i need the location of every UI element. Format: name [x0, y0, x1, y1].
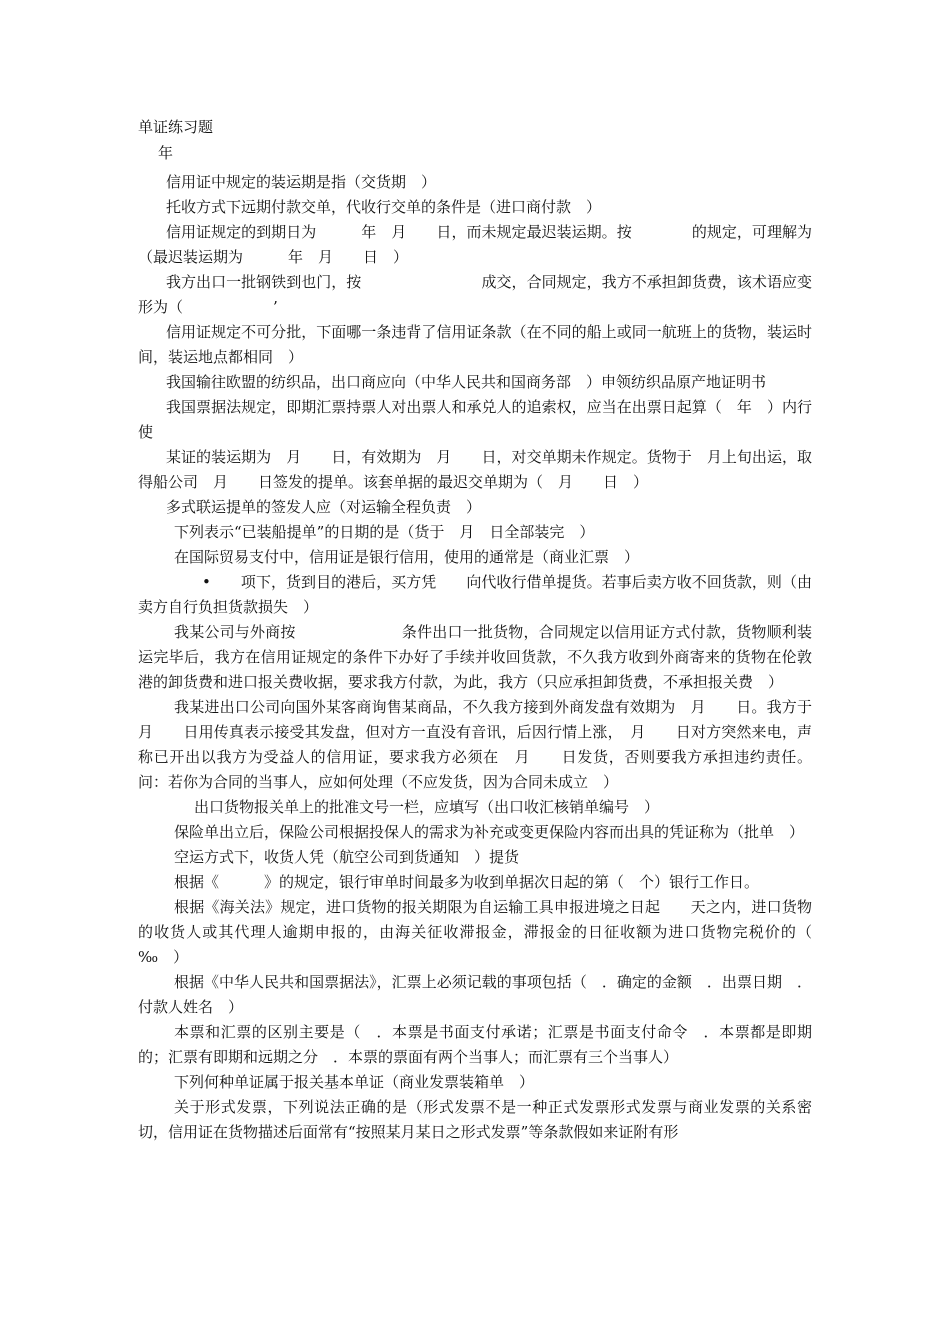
question-item: 根据《中华人民共和国票据法》，汇票上必须记载的事项包括（ ．确定的金额 ．出票日期 ．付款人姓名 ） — [138, 973, 812, 1016]
question-item: 保险单出立后，保险公司根据投保人的需求为补充或变更保险内容而出具的凭证称为（批单 ） — [174, 823, 805, 841]
question-item: 下列表示“已装船提单”的日期的是（货于 月 日全部装完 ） — [174, 523, 595, 541]
question-item: 某证的装运期为 月 日，有效期为 月 日，对交单期未作规定。货物于 月上旬出运，取得船公司 月 日签发的提单。该套单据的最迟交单期为（ 月 日 ） — [138, 448, 812, 491]
document-title: 单证练习题 — [138, 118, 214, 136]
question-item: 多式联运提单的签发人应（对运输全程负责 ） — [166, 498, 482, 516]
question-item: 我某进出口公司向国外某客商询售某商品，不久我方接到外商发盘有效期为 月 日。我方于 月 日用传真表示接受其发盘，但对方一直没有音讯，后因行情上涨， 月 日对方突然来电，声称已开出以我方为受益人的信用证，要求我方必须在 月 日发货，否则要我方承担违约责任。问：若你为合同的当事人，应如何处理（不应发货，因为合同未成立 ） — [138, 698, 828, 791]
question-item: 下列何种单证属于报关基本单证（商业发票装箱单 ） — [174, 1073, 535, 1091]
question-item: 本票和汇票的区别主要是（ ．本票是书面支付承诺；汇票是书面支付命令 ．本票都是即期的；汇票有即期和远期之分 ．本票的票面有两个当事人；而汇票有三个当事人） — [138, 1023, 812, 1066]
question-item: 我国票据法规定，即期汇票持票人对出票人和承兑人的追索权，应当在出票日起算（ 年 ）内行使 — [138, 398, 812, 441]
question-item: 根据《海关法》规定，进口货物的报关期限为自运输工具申报进境之日起 天之内，进口货物的收货人或其代理人逾期申报的，由海关征收滞报金，滞报金的日征收额为进口货物完税价的（ ‰ ） — [138, 898, 843, 966]
year-label: 年 — [158, 144, 174, 162]
question-item: 出口货物报关单上的批准文号一栏，应填写（出口收汇核销单编号 ） — [194, 798, 660, 816]
question-item: • 项下，货到目的港后，买方凭 向代收行借单提货。若事后卖方收不回货款，则（由卖方自行负担货款损失 ） — [138, 573, 812, 616]
question-item: 关于形式发票，下列说法正确的是（形式发票不是一种正式发票形式发票与商业发票的关系密切，信用证在货物描述后面常有“按照某月某日之形式发票”等条款假如来证附有形 — [138, 1098, 812, 1141]
question-item: 在国际贸易支付中，信用证是银行信用，使用的通常是（商业汇票 ） — [174, 548, 640, 566]
question-item: 空运方式下，收货人凭（航空公司到货通知 ）提货 — [174, 848, 520, 866]
question-item: 根据《 》的规定，银行审单时间最多为收到单据次日起的第（ 个）银行工作日。 — [174, 873, 760, 891]
question-item: 信用证中规定的装运期是指（交货期 ） — [166, 173, 437, 191]
question-item: 信用证规定的到期日为 年 月 日，而未规定最迟装运期。按 的规定，可理解为（最迟装运期为 年 月 日 ） — [138, 223, 812, 266]
question-item: 我国输往欧盟的纺织品，出口商应向（中华人民共和国商务部 ）申领纺织品原产地证明书 — [166, 373, 767, 391]
question-item: 我某公司与外商按 条件出口一批货物，合同规定以信用证方式付款，货物顺利装运完毕后，我方在信用证规定的条件下办好了手续并收回货款，不久我方收到外商寄来的货物在伦敦港的卸货费和进口报关费收据，要求我方付款，为此，我方（只应承担卸货费，不承担报关费 ） — [138, 623, 812, 691]
question-item: 我方出口一批钢铁到也门，按 成交，合同规定，我方不承担卸货费，该术语应变形为（ ’ — [138, 273, 812, 316]
question-item: 托收方式下远期付款交单，代收行交单的条件是（进口商付款 ） — [166, 198, 602, 216]
question-item: 信用证规定不可分批，下面哪一条违背了信用证条款（在不同的船上或同一航班上的货物，装运时间，装运地点都相同 ） — [138, 323, 812, 366]
